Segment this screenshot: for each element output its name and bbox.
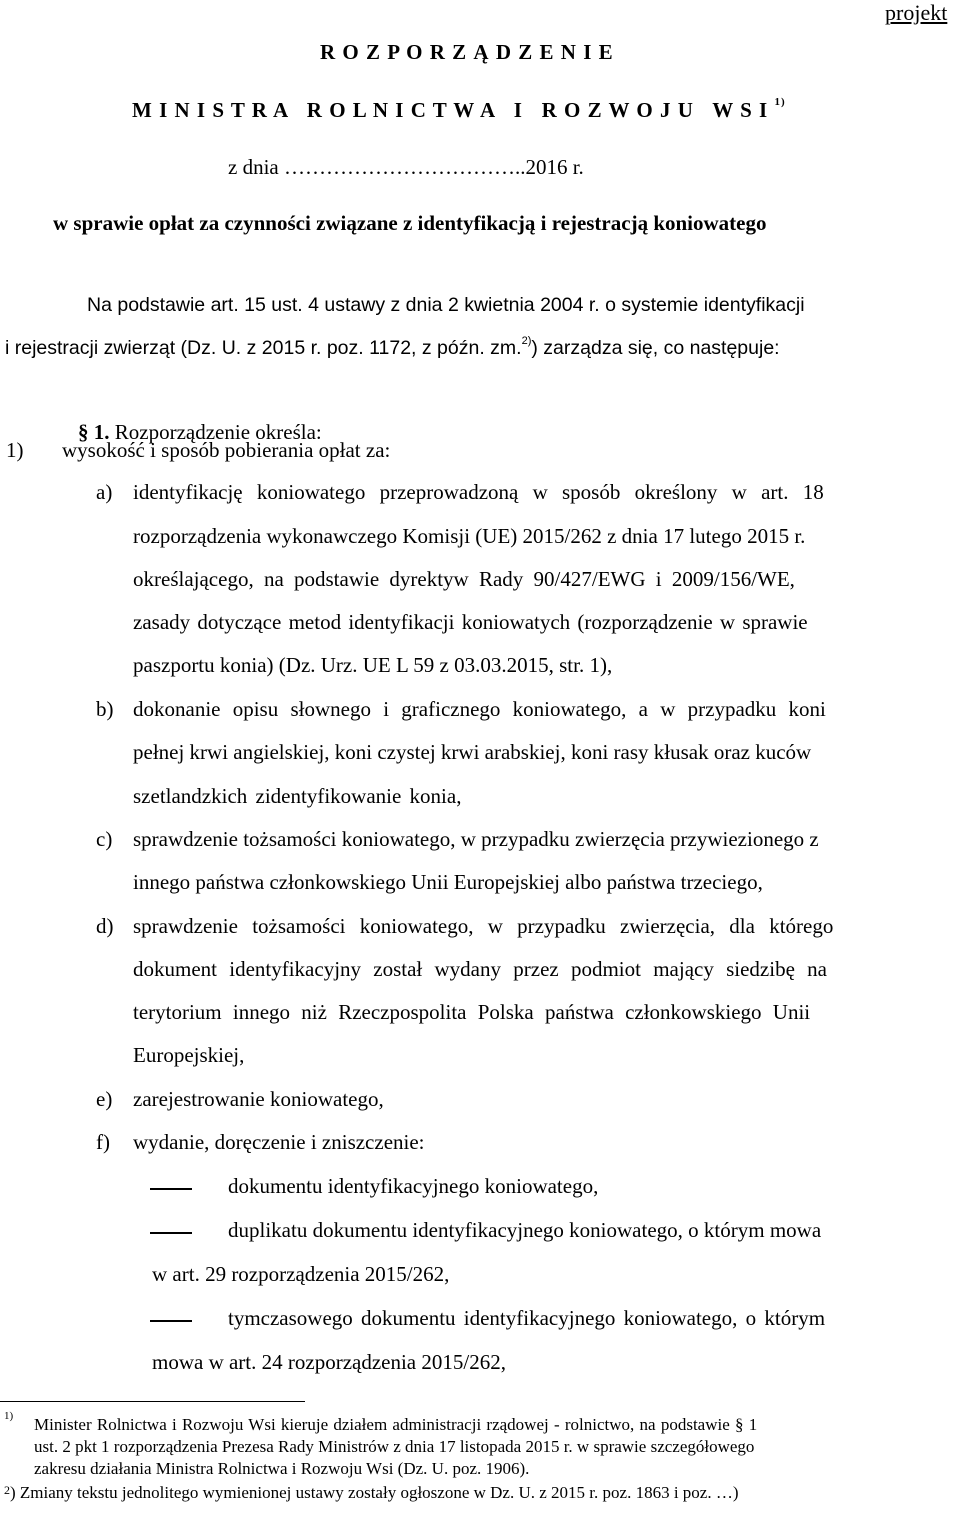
item-d-line: terytorium innego niż Rzeczpospolita Polska państwa członkowskiego Unii bbox=[133, 1000, 811, 1024]
document-title: R O Z P O R Z Ą D Z E N I E bbox=[320, 40, 614, 64]
item-b-line: pełnej krwi angielskiej, koni czystej krwi arabskiej, koni rasy kłusak oraz kuców bbox=[133, 740, 812, 764]
footnote-2 bbox=[4, 1483, 739, 1503]
preamble-line-1: Na podstawie art. 15 ust. 4 ustawy z dnia 2 kwietnia 2004 r. o systemie identyfikacji bbox=[87, 294, 805, 316]
footnote-2-text: ) Zmiany tekstu jednolitego wymienionej ustawy zostały ogłoszone w Dz. U. z 2015 r. poz. 1863 i poz. …) bbox=[10, 1483, 739, 1502]
projekt-label: projekt bbox=[885, 0, 948, 25]
f-list-item-continuation: w art. 29 rozporządzenia 2015/262, bbox=[152, 1262, 450, 1286]
item-d-line: dokument identyfikacyjny został wydany przez podmiot mający siedzibę na bbox=[133, 957, 827, 981]
ministry-name: M I N I S T R A R O L N I C T W A I R O Z W O J U W S I bbox=[132, 98, 769, 122]
section-intro: Rozporządzenie określa: bbox=[114, 420, 322, 444]
item-a-line: paszportu konia) (Dz. Urz. UE L 59 z 03.03.2015, str. 1), bbox=[133, 653, 613, 677]
item-c-label: c) bbox=[96, 827, 113, 851]
item-f-text: wydanie, doręczenie i zniszczenie: bbox=[133, 1130, 425, 1154]
f-list-item-continuation: mowa w art. 24 rozporządzenia 2015/262, bbox=[152, 1350, 506, 1374]
item-b-line: szetlandzkich zidentyfikowanie konia, bbox=[133, 784, 462, 808]
footnote-1-line: Minister Rolnictwa i Rozwoju Wsi kieruje działem administracji rządowej - rolnictwo, na podstawie § 1 bbox=[34, 1415, 758, 1434]
date-line: z dnia ……………………………..2016 r. bbox=[228, 155, 584, 179]
item-d-label: d) bbox=[96, 914, 114, 938]
dash-bullet bbox=[150, 1320, 192, 1322]
footnote-2-mark: 2 bbox=[4, 1483, 10, 1497]
footnote-ref-2: 2) bbox=[521, 335, 532, 347]
item-f-label: f) bbox=[96, 1130, 110, 1154]
preamble-line-2-a: i rejestracji zwierząt (Dz. U. z 2015 r. poz. 1172, z późn. zm. bbox=[5, 337, 522, 359]
item-d-line: Europejskiej, bbox=[133, 1043, 245, 1067]
dash-bullet bbox=[150, 1232, 192, 1234]
preamble-line-2-b: ) zarządza się, co następuje: bbox=[531, 337, 780, 359]
subject-line: w sprawie opłat za czynności związane z identyfikacją i rejestracją koniowatego bbox=[53, 211, 767, 235]
section-marker: § 1. bbox=[78, 420, 110, 444]
item-b-line: dokonanie opisu słownego i graficznego koniowatego, a w przypadku koni bbox=[133, 697, 826, 721]
point-1-text: wysokość i sposób pobierania opłat za: bbox=[62, 438, 391, 462]
f-list-item: tymczasowego dokumentu identyfikacyjnego koniowatego, o którym bbox=[228, 1306, 826, 1330]
item-d-line: sprawdzenie tożsamości koniowatego, w przypadku zwierzęcia, dla którego bbox=[133, 914, 834, 938]
item-a-line: określającego, na podstawie dyrektyw Rady 90/427/EWG i 2009/156/WE, bbox=[133, 567, 795, 591]
item-a-line: identyfikację koniowatego przeprowadzoną w sposób określony w art. 18 bbox=[133, 480, 824, 504]
footnote-separator bbox=[0, 1401, 305, 1402]
footnote-1-line: zakresu działania Ministra Rolnictwa i Rozwoju Wsi (Dz. U. poz. 1906). bbox=[34, 1459, 530, 1478]
footnote-1-line: ust. 2 pkt 1 rozporządzenia Prezesa Rady Ministrów z dnia 17 listopada 2015 r. w sprawie szczegółowego bbox=[34, 1437, 755, 1456]
point-1-label: 1) bbox=[6, 438, 24, 462]
item-a-label: a) bbox=[96, 480, 113, 504]
item-a-line: zasady dotyczące metod identyfikacji koniowatych (rozporządzenie w sprawie bbox=[133, 610, 808, 634]
ministry-line bbox=[132, 98, 786, 123]
dash-bullet bbox=[150, 1188, 192, 1190]
item-b-label: b) bbox=[96, 697, 114, 721]
item-a-line: rozporządzenia wykonawczego Komisji (UE) 2015/262 z dnia 17 lutego 2015 r. bbox=[133, 524, 806, 548]
ministry-footnote-ref: 1) bbox=[774, 96, 786, 108]
item-c-line: sprawdzenie tożsamości koniowatego, w przypadku zwierzęcia przywiezionego z bbox=[133, 827, 819, 851]
item-e-text: zarejestrowanie koniowatego, bbox=[133, 1087, 384, 1111]
f-list-item: duplikatu dokumentu identyfikacyjnego koniowatego, o którym mowa bbox=[228, 1218, 822, 1242]
f-list-item: dokumentu identyfikacyjnego koniowatego, bbox=[228, 1174, 599, 1198]
preamble-line-2 bbox=[5, 337, 780, 360]
footnote-1-mark: 1) bbox=[4, 1410, 14, 1422]
item-c-line: innego państwa członkowskiego Unii Europejskiej albo państwa trzeciego, bbox=[133, 870, 763, 894]
item-e-label: e) bbox=[96, 1087, 113, 1111]
